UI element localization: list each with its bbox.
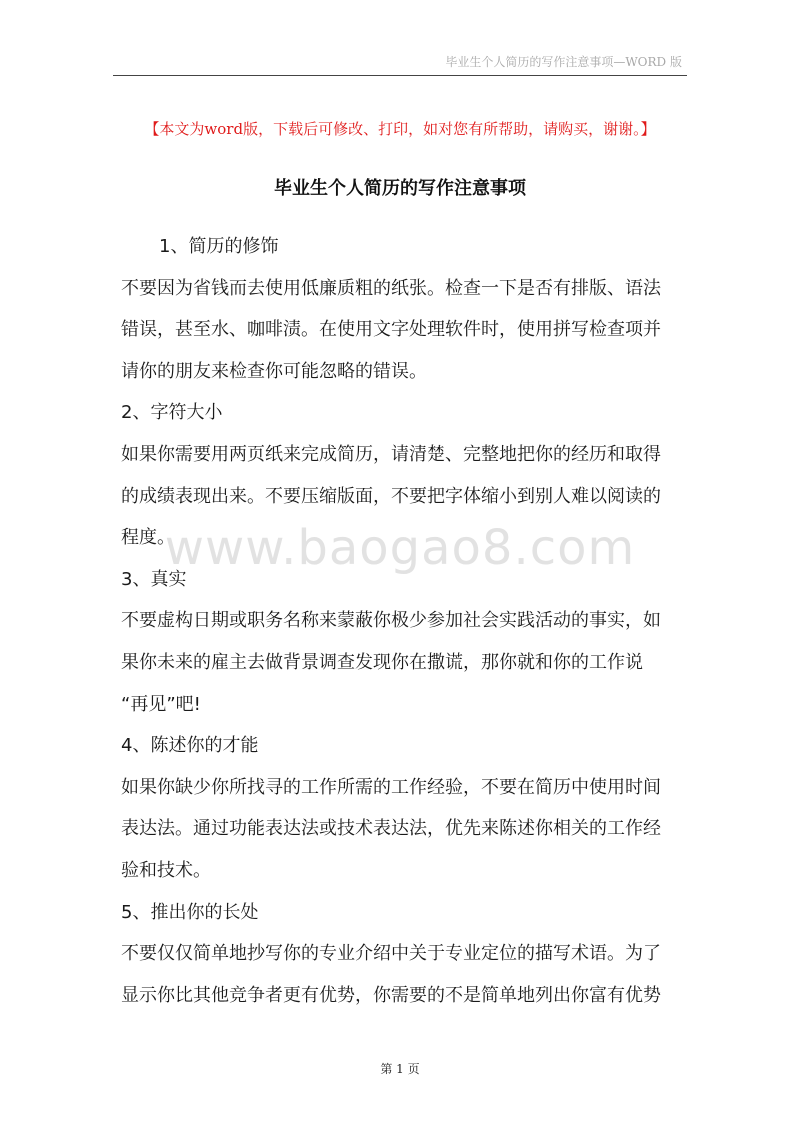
paragraph-line: 的成绩表现出来。不要压缩版面，不要把字体缩小到别人难以阅读的 [121, 485, 661, 507]
paragraph-line: “再见”吧! [121, 693, 201, 715]
paragraph-line: 请你的朋友来检查你可能忽略的错误。 [121, 360, 427, 382]
paragraph-line: 不要仅仅简单地抄写你的专业介绍中关于专业定位的描写术语。为了 [121, 943, 661, 965]
paragraph-line: 果你未来的雇主去做背景调查发现你在撒谎，那你就和你的工作说 [121, 651, 643, 673]
document-title: 毕业生个人简历的写作注意事项 [274, 178, 526, 199]
section-heading: 4、陈述你的才能 [121, 735, 259, 757]
document-body [121, 226, 687, 1016]
paragraph-line: 如果你缺少你所找寻的工作所需的工作经验，不要在简历中使用时间 [121, 776, 661, 798]
paragraph-line: 不要因为省钱而去使用低廉质粗的纸张。检查一下是否有排版、语法 [121, 277, 661, 299]
section-heading: 3、真实 [121, 568, 187, 590]
paragraph-line: 程度。 [121, 527, 175, 549]
section-heading: 2、字符大小 [121, 402, 223, 424]
paragraph-line: 错误，甚至水、咖啡渍。在使用文字处理软件时，使用拼写检查项并 [121, 319, 661, 341]
paragraph-line: 表达法。通过功能表达法或技术表达法，优先来陈述你相关的工作经 [121, 818, 661, 840]
paragraph-line: 验和技术。 [121, 859, 211, 881]
section-heading: 5、推出你的长处 [121, 901, 259, 923]
watermark: www.baogao8.com [164, 520, 636, 576]
section-heading: 1、简历的修饰 [159, 236, 279, 257]
paragraph-line: 如果你需要用两页纸来完成简历，请清楚、完整地把你的经历和取得 [121, 443, 661, 465]
paragraph-line: 不要虚构日期或职务名称来蒙蔽你极少参加社会实践活动的事实，如 [121, 610, 661, 632]
page-number: 第 1 页 [380, 1062, 420, 1076]
header-divider [113, 75, 687, 76]
running-header: 毕业生个人简历的写作注意事项—WORD 版 [445, 55, 682, 69]
purchase-notice: 【本文为word版，下载后可修改、打印，如对您有所帮助，请购买，谢谢。】 [144, 120, 656, 138]
paragraph-line: 显示你比其他竞争者更有优势，你需要的不是简单地列出你富有优势 [121, 984, 661, 1006]
